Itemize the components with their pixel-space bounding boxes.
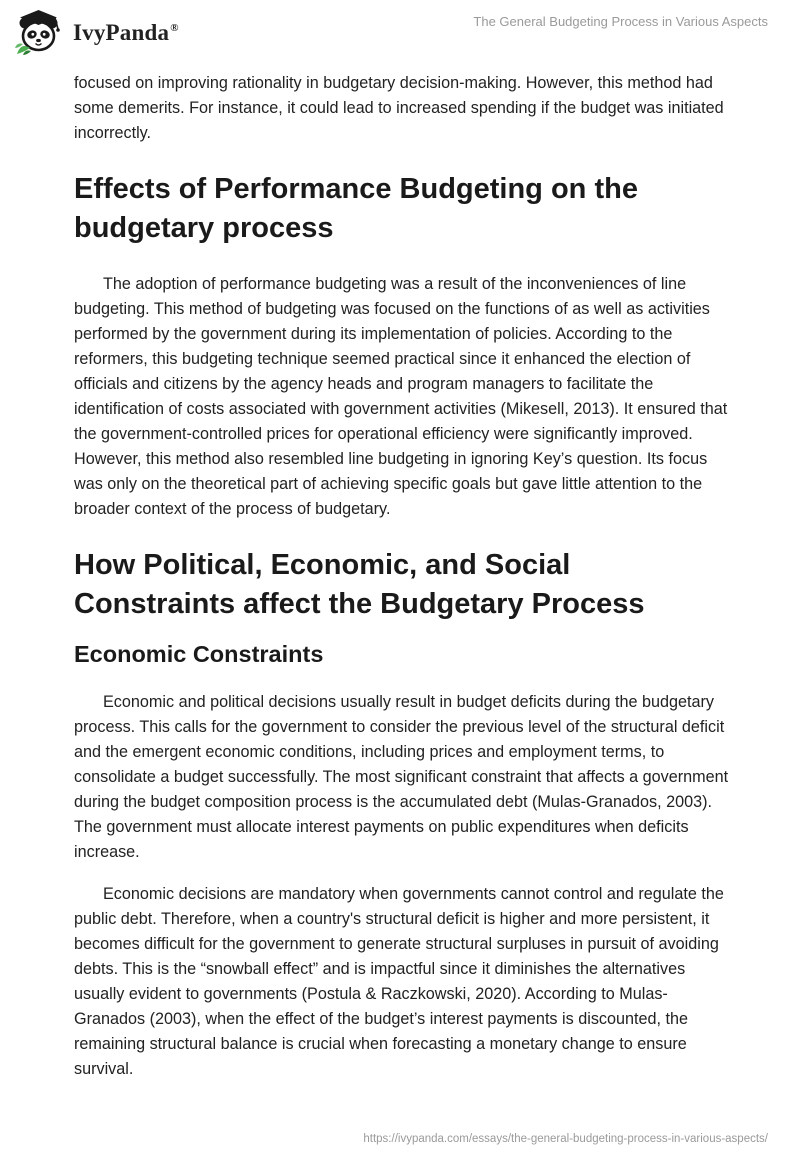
- panda-logo-icon: [14, 8, 64, 56]
- heading-effects-performance-budgeting: Effects of Performance Budgeting on the budgetary process: [74, 173, 638, 244]
- footer-source-url[interactable]: https://ivypanda.com/essays/the-general-budgeting-process-in-various-aspects/: [363, 1133, 768, 1145]
- ivypanda-logo[interactable]: [14, 8, 179, 56]
- logo-wordmark: IvyPanda®: [73, 20, 179, 45]
- intro-paragraph: focused on improving rationality in budgetary decision-making. However, this method had some demerits. For instance, it could lead to increased spending if the budget was initiated incorrectly.: [74, 74, 724, 142]
- heading-constraints: How Political, Economic, and Social Constraints affect the Budgetary Process: [74, 549, 645, 620]
- subheading-economic-constraints: Economic Constraints: [74, 641, 324, 667]
- registered-mark: ®: [170, 22, 179, 35]
- effects-paragraph: The adoption of performance budgeting was a result of the inconveniences of line budgeting. This method of budgeting was focused on the functions of as well as activities performed by the government during its implementation of policies. According to the reformers, this budgeting technique seemed practical since it enhanced the election of officials and citizens by the agency heads and program managers to facilitate the identification of costs associated with government activities (Mikesell, 2013). It ensured that the government-controlled prices for operational efficiency were significantly improved. However, this method also resembled line budgeting in ignoring Key’s question. Its focus was only on the theoretical part of achieving specific goals but gave little attention to the broader context of the process of budgetary.: [74, 275, 728, 518]
- article-body: [74, 71, 734, 1082]
- page-header: [0, 0, 800, 64]
- economic-paragraph-1: Economic and political decisions usually result in budget deficits during the budgetary process. This calls for the government to consider the previous level of the structural deficit and the emergent economic conditions, including prices and employment terms, to consolidate a budget successfully. The most significant constraint that affects a government during the budget composition process is the accumulated debt (Mulas-Granados, 2003). The government must allocate interest payments on public expenditures when deficits increase.: [74, 693, 729, 861]
- economic-paragraph-2: Economic decisions are mandatory when governments cannot control and regulate the public debt. Therefore, when a country's structural deficit is higher and more persistent, it becomes difficult for the government to generate structural surpluses in pursuit of avoiding debts. This is the “snowball effect” and is impactful since it diminishes the alternatives usually evident to governments (Postula & Raczkowski, 2020). According to Mulas-Granados (2003), when the effect of the budget’s interest payments is discounted, the remaining structural balance is crucial when forecasting a monetary change to ensure survival.: [74, 885, 724, 1078]
- header-page-title: The General Budgeting Process in Various Aspects: [473, 14, 768, 29]
